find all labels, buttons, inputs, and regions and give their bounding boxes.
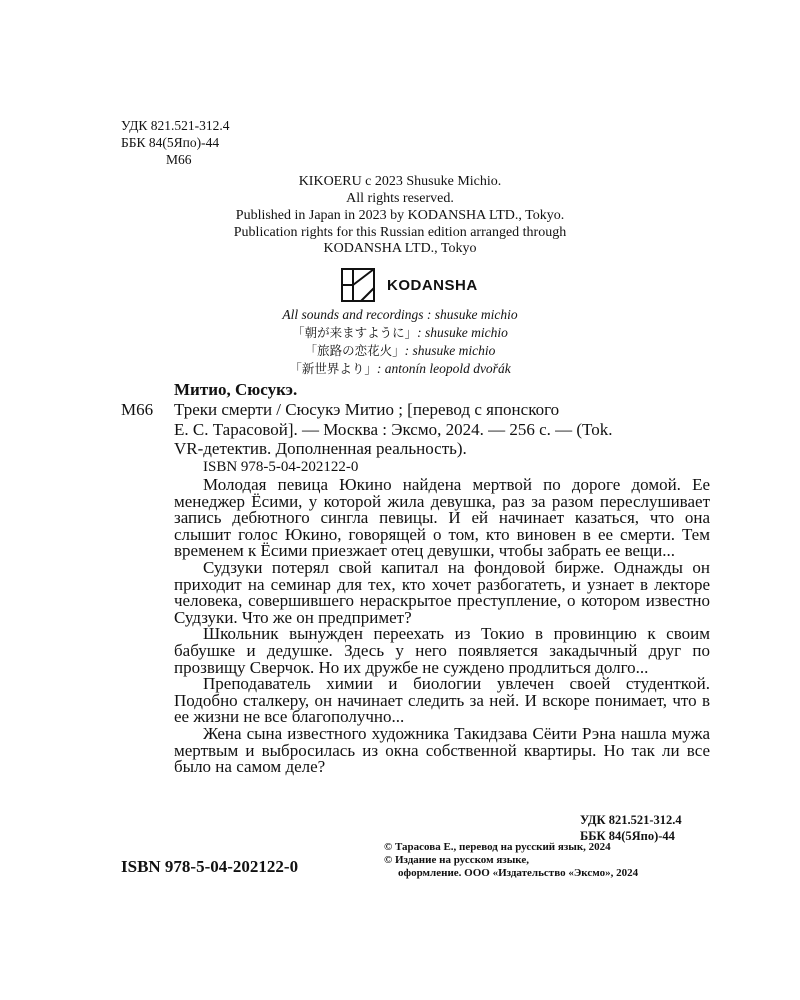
bib-line: Е. С. Тарасовой]. — Москва : Эксмо, 2024. — 256 с. — (Tok. xyxy=(174,419,613,439)
copyright-line: © Издание на русском языке, xyxy=(384,854,529,866)
credit-title: 「旅路の恋花火」 xyxy=(304,343,405,358)
footer-isbn: ISBN 978-5-04-202122-0 xyxy=(121,857,299,876)
sound-credits xyxy=(0,306,800,378)
annotation-paragraph: Молодая певица Юкино найдена мертвой по дороге домой. Ее менеджер Ёсими, у которой жила девушка, раз за разом переслушивает запись дебютного сингла певицы. И ей начинает казаться, что она слышит голос Юкино, говорящей о том, кто виновен в ее смерти. Тем временем к Ёсими приезжает отец девушки, чтобы забрать ее вещи... xyxy=(174,475,710,561)
credit-author: : shusuke michio xyxy=(426,307,518,322)
bbk-code: ББК 84(5Япо)-44 xyxy=(121,135,220,150)
annotation-paragraph: Жена сына известного художника Такидзава Сёити Рэна нашла мужа мертвым и выбросилась из окна собственной квартиры. Но так ли все было на самом деле? xyxy=(174,723,710,777)
rights-line: Published in Japan in 2023 by KODANSHA LTD., Tokyo. xyxy=(235,208,565,223)
bib-author-mark: М66 xyxy=(121,400,154,419)
credit-title: 「朝が来ますように」 xyxy=(292,325,418,340)
credit-author: : antonín leopold dvořák xyxy=(376,361,511,376)
credit-title: All sounds and recordings xyxy=(282,307,424,322)
annotation-paragraph: Судзуки потерял свой капитал на фондовой бирже. Однажды он приходит на семинар для тех, кто хочет разбогатеть, и узнает в лекторе человека, совершившего нераскрытое преступление, о котором известно Судзуки. Что же он предпримет? xyxy=(174,557,710,627)
author-mark: М66 xyxy=(166,152,192,167)
copyright-line: оформление. ООО «Издательство «Эксмо», 2024 xyxy=(398,867,639,879)
bib-description xyxy=(174,400,710,459)
bib-line: Треки смерти / Сюсукэ Митио ; [перевод с японского xyxy=(174,400,560,419)
rights-line: KIKOERU c 2023 Shusuke Michio. xyxy=(298,174,502,189)
kodansha-logo-icon xyxy=(341,268,375,302)
credit-line xyxy=(0,342,800,360)
credit-line xyxy=(0,324,800,342)
rights-line: All rights reserved. xyxy=(346,190,454,206)
rights-line: KODANSHA LTD., Tokyo xyxy=(323,241,477,256)
annotation-paragraph: Школьник вынужден переехать из Токио в провинцию к своим бабушке и дедушке. Здесь у него появляется закадычный друг по прозвищу Сверчок. Но их дружбе не суждено продлиться долго... xyxy=(174,624,710,677)
credit-line xyxy=(0,360,800,378)
publisher-logo xyxy=(341,268,478,302)
bib-line: VR-детектив. Дополненная реальность). xyxy=(174,439,467,458)
footer-bbk: ББК 84(5Япо)-44 xyxy=(580,829,675,843)
udk-code: УДК 821.521-312.4 xyxy=(121,118,230,133)
original-rights xyxy=(0,174,800,207)
credit-author: : shusuke michio xyxy=(404,343,496,358)
credit-title: 「新世界より」 xyxy=(289,361,377,376)
copyright-block xyxy=(384,841,638,880)
logo-wordmark: KODANSHA xyxy=(387,276,478,294)
credit-line xyxy=(0,306,800,324)
annotation-paragraph: Преподаватель химии и биологии увлечен своей студенткой. Подобно сталкеру, он начинает следить за ней. И вскоре понимает, что в ее жизни не все благополучно... xyxy=(174,674,710,727)
bib-isbn: ISBN 978-5-04-202122-0 xyxy=(203,459,359,475)
credit-author: : shusuke michio xyxy=(417,325,508,340)
footer-udk: УДК 821.521-312.4 xyxy=(580,813,682,827)
copyright-line: © Тарасова Е., перевод на русский язык, 2024 xyxy=(384,841,611,853)
rights-line: Publication rights for this Russian edition arranged through xyxy=(233,224,567,240)
footer-codes xyxy=(580,812,682,844)
publication-rights xyxy=(0,208,800,258)
annotation xyxy=(174,477,710,776)
bib-author: Митио, Сюсукэ. xyxy=(174,380,298,399)
